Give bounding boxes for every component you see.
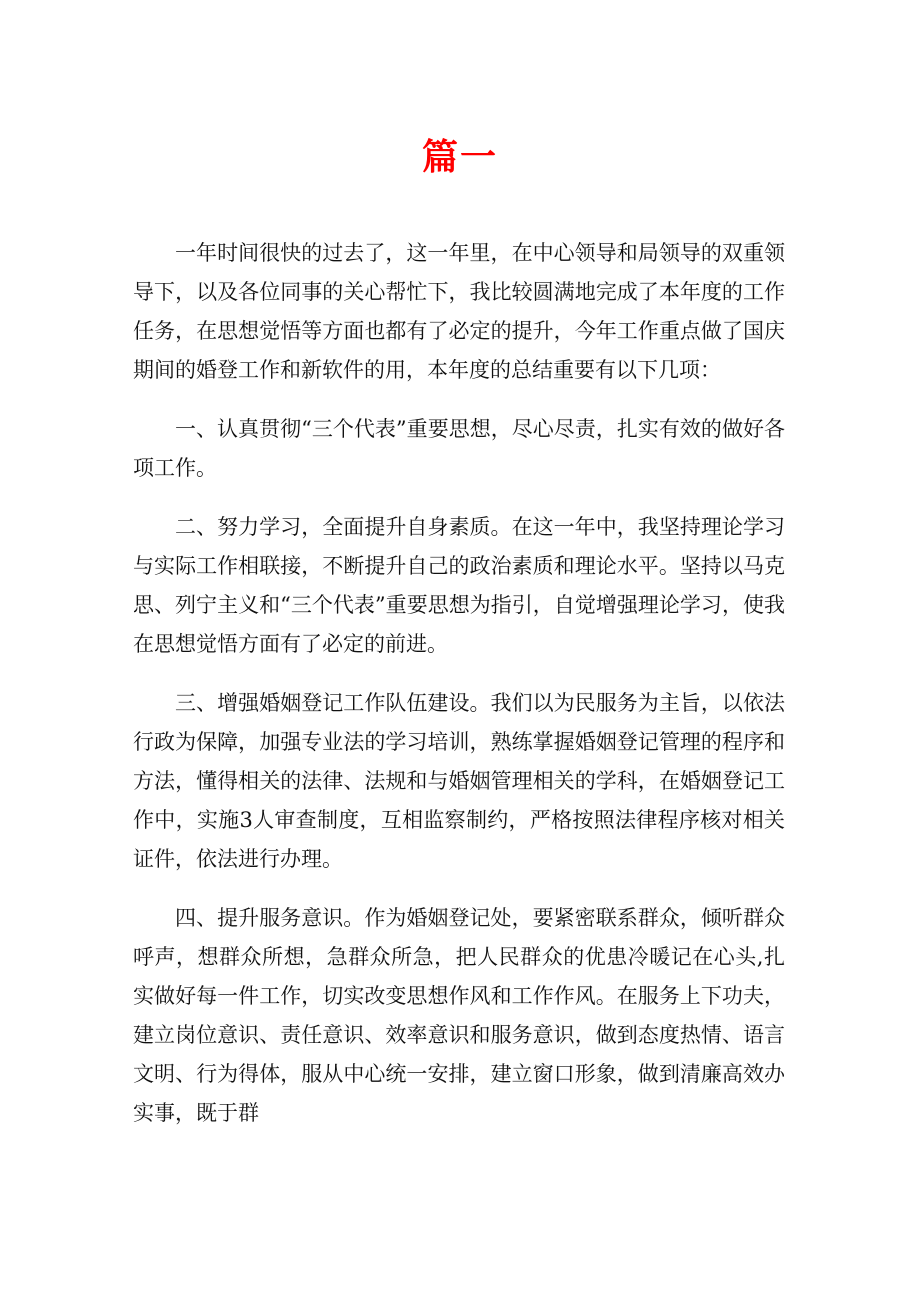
document-body xyxy=(133,234,785,1153)
paragraph-item-3: 三、增强婚姻登记工作队伍建设。我们以为民服务为主旨，以依法行政为保障，加强专业法的学习培训，熟练掌握婚姻登记管理的程序和方法，懂得相关的法律、法规和与婚姻管理相关的学科，在婚姻登记工作中，实施3人审查制度，互相监察制约，严格按照法律程序核对相关证件，依法进行办理。 xyxy=(133,691,785,871)
page-title: 篇一 xyxy=(421,137,498,178)
paragraph-item-2: 二、努力学习，全面提升自身素质。在这一年中，我坚持理论学习与实际工作相联接，不断提升自己的政治素质和理论水平。坚持以马克思、列宁主义和“三个代表”重要思想为指引，自觉增强理论学习，使我在思想觉悟方面有了必定的前进。 xyxy=(133,515,785,656)
paragraph-item-1: 一、认真贯彻“三个代表”重要思想，尽心尽责，扎实有效的做好各项工作。 xyxy=(133,417,785,480)
paragraph-intro: 一年时间很快的过去了，这一年里，在中心领导和局领导的双重领导下，以及各位同事的关心帮忙下，我比较圆满地完成了本年度的工作任务，在思想觉悟等方面也都有了必定的提升，今年工作重点做了国庆期间的婚登工作和新软件的用，本年度的总结重要有以下几项： xyxy=(133,241,785,382)
paragraph-item-4: 四、提升服务意识。作为婚姻登记处，要紧密联系群众，倾听群众呼声，想群众所想，急群众所急，把人民群众的优患冷暖记在心头,扎实做好每一件工作，切实改变思想作风和工作作风。在服务上下功夫，建立岗位意识、责任意识、效率意识和服务意识，做到态度热情、语言文明、行为得体，服从中心统一安排，建立窗口形象，做到清廉高效办实事，既于群 xyxy=(133,906,785,1125)
